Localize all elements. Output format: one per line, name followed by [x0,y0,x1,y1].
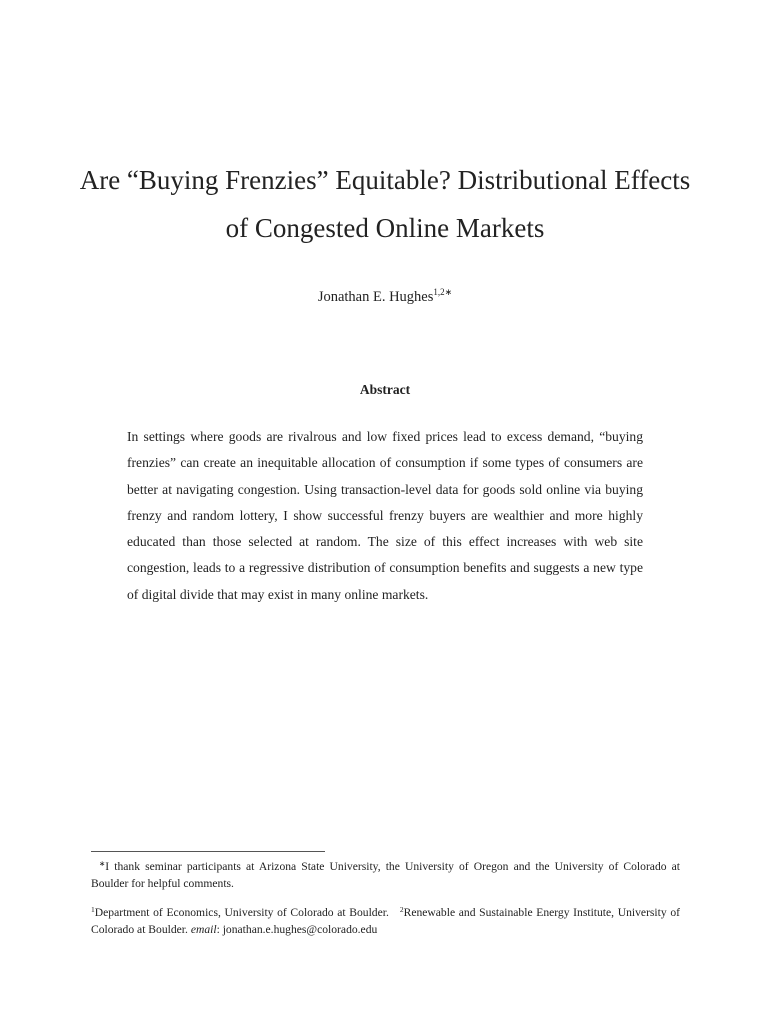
affiliation-2-mark: 2 [399,905,404,914]
author-line [0,287,770,306]
affiliation-1-mark: 1 [91,905,95,914]
title-line-2: of Congested Online Markets [225,213,545,243]
footnote-thanks [91,856,680,892]
footnote-divider [91,851,325,852]
affiliation-2-text: Renewable and Sustainable Energy Institute, University of Colorado at Boulder. [91,906,680,936]
abstract-text: In settings where goods are rivalrous and low fixed prices lead to excess demand, “buying frenzies” can create an inequitable allocation of consumption if some types of consumers are better at navigating congestion. Using transaction-level data for goods sold online via buying frenzy and random lottery, I show successful frenzy buyers are wealthier and more highly educated than those selected at random. The size of this effect increases with web site congestion, leads to a regressive distribution of consumption benefits and suggests a new type of digital divide that may exist in many online markets. [127,429,643,602]
paper-title [70,156,700,252]
email-address[interactable]: : jonathan.e.hughes@colorado.edu [216,922,378,936]
author-name: Jonathan E. Hughes [317,289,434,305]
footnote-thanks-text: I thank seminar participants at Arizona State University, the University of Oregon and the University of Colorado at Boulder for helpful comments. [91,860,680,890]
author-affiliation-marks: 1,2∗ [433,287,453,297]
abstract-heading: Abstract [359,382,411,397]
footnote-thanks-mark: ∗ [99,859,106,868]
affiliation-1-text: Department of Economics, University of Colorado at Boulder. [94,906,389,919]
email-label: email [190,922,217,936]
title-line-1: Are “Buying Frenzies” Equitable? Distributional Effects [79,165,691,195]
footnote-affiliations [91,902,680,938]
